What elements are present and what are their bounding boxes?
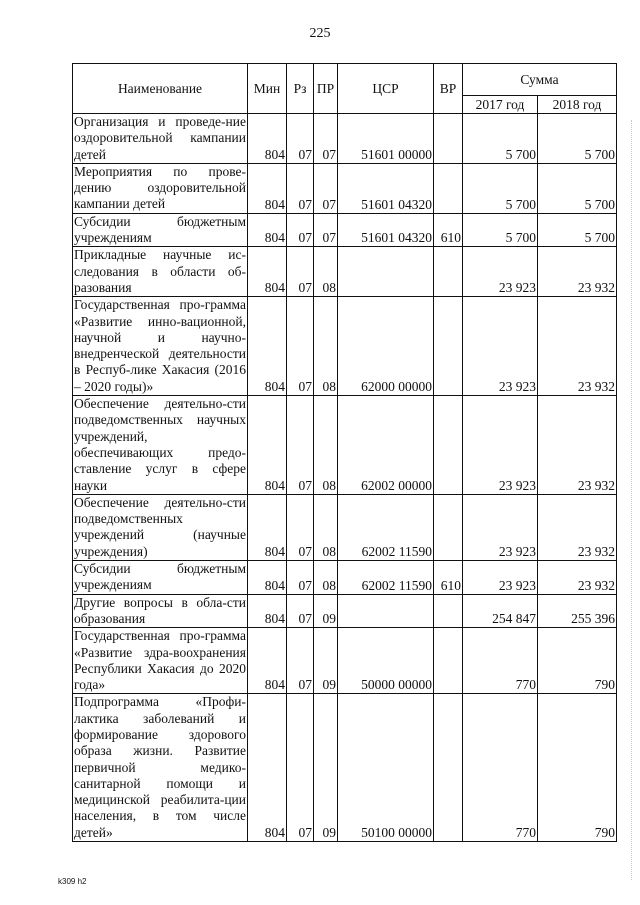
cell-2017: 23 923 — [463, 297, 538, 396]
table-row — [73, 297, 617, 396]
cell-2017: 23 923 — [463, 561, 538, 595]
cell-2018: 255 396 — [538, 594, 617, 628]
document-code: k309 h2 — [58, 877, 87, 886]
cell-vr: 610 — [434, 561, 463, 595]
cell-name: Обеспечение деятельно-сти подведомственных научных учреждений, обеспечивающих предо-ставление услуг в сфере науки — [74, 396, 246, 493]
cell-min: 804 — [248, 163, 287, 213]
cell-csr — [338, 594, 434, 628]
cell-vr — [434, 247, 463, 297]
table-row — [73, 494, 617, 560]
table-row — [73, 694, 617, 842]
cell-2017: 5 700 — [463, 114, 538, 164]
cell-name: Государственная про-грамма «Развитие инно-вационной, научной и научно-внедренческой деятельности в Респуб-лике Хакасия (2016 – 2020 годы)» — [74, 297, 246, 394]
table-row — [73, 213, 617, 247]
cell-rz: 07 — [287, 494, 314, 560]
cell-2018: 5 700 — [538, 213, 617, 247]
cell-pr: 07 — [314, 213, 338, 247]
cell-min: 804 — [248, 213, 287, 247]
table-row — [73, 561, 617, 595]
table-row — [73, 163, 617, 213]
cell-pr: 09 — [314, 694, 338, 842]
cell-pr: 08 — [314, 494, 338, 560]
cell-2018: 5 700 — [538, 163, 617, 213]
table-row — [73, 247, 617, 297]
header-year-2018: 2018 год — [538, 96, 617, 114]
cell-2017: 770 — [463, 694, 538, 842]
cell-vr: 610 — [434, 213, 463, 247]
cell-csr: 62002 00000 — [338, 396, 434, 495]
cell-pr: 08 — [314, 247, 338, 297]
cell-rz: 07 — [287, 396, 314, 495]
page-number: 225 — [309, 26, 331, 41]
cell-2018: 23 932 — [538, 494, 617, 560]
cell-vr — [434, 594, 463, 628]
header-year-2017: 2017 год — [463, 96, 538, 114]
cell-pr: 09 — [314, 594, 338, 628]
cell-min: 804 — [248, 396, 287, 495]
cell-name: Прикладные научные ис-следования в области об-разования — [74, 247, 246, 295]
cell-csr: 51601 00000 — [338, 114, 434, 164]
margin-dotted-line — [630, 120, 632, 880]
cell-2017: 5 700 — [463, 213, 538, 247]
header-sum: Сумма — [463, 64, 617, 96]
header-vr: ВР — [434, 64, 463, 114]
cell-rz: 07 — [287, 213, 314, 247]
cell-vr — [434, 297, 463, 396]
header-rz: Рз — [287, 64, 314, 114]
cell-csr: 62002 11590 — [338, 494, 434, 560]
cell-min: 804 — [248, 561, 287, 595]
cell-2017: 23 923 — [463, 396, 538, 495]
table-body — [73, 114, 617, 842]
cell-rz: 07 — [287, 114, 314, 164]
cell-pr: 09 — [314, 628, 338, 694]
header-min: Мин — [248, 64, 287, 114]
cell-vr — [434, 114, 463, 164]
cell-csr: 62000 00000 — [338, 297, 434, 396]
cell-2017: 5 700 — [463, 163, 538, 213]
cell-2018: 5 700 — [538, 114, 617, 164]
cell-rz: 07 — [287, 561, 314, 595]
cell-min: 804 — [248, 494, 287, 560]
cell-vr — [434, 396, 463, 495]
cell-min: 804 — [248, 114, 287, 164]
cell-vr — [434, 628, 463, 694]
cell-name: Государственная про-грамма «Развитие здра-воохранения Республики Хакасия до 2020 года» — [74, 628, 246, 693]
cell-csr — [338, 247, 434, 297]
cell-name: Субсидии бюджетным учреждениям — [74, 213, 246, 246]
cell-rz: 07 — [287, 694, 314, 842]
cell-2018: 23 932 — [538, 396, 617, 495]
cell-vr — [434, 163, 463, 213]
table-row — [73, 114, 617, 164]
cell-pr: 08 — [314, 561, 338, 595]
cell-vr — [434, 494, 463, 560]
table-row — [73, 396, 617, 495]
cell-pr: 08 — [314, 297, 338, 396]
cell-csr: 51601 04320 — [338, 213, 434, 247]
cell-rz: 07 — [287, 247, 314, 297]
cell-2017: 254 847 — [463, 594, 538, 628]
cell-rz: 07 — [287, 163, 314, 213]
cell-vr — [434, 694, 463, 842]
cell-2018: 790 — [538, 694, 617, 842]
cell-csr: 51601 04320 — [338, 163, 434, 213]
cell-rz: 07 — [287, 297, 314, 396]
cell-rz: 07 — [287, 628, 314, 694]
cell-pr: 07 — [314, 163, 338, 213]
cell-csr: 50000 00000 — [338, 628, 434, 694]
table-row — [73, 628, 617, 694]
cell-min: 804 — [248, 247, 287, 297]
cell-2018: 23 932 — [538, 247, 617, 297]
cell-name: Организация и проведе-ние оздоровительной кампании детей — [74, 114, 246, 162]
cell-name: Субсидии бюджетным учреждениям — [74, 561, 246, 593]
cell-name: Мероприятия по прове-дению оздоровительной кампании детей — [74, 163, 246, 212]
cell-2018: 790 — [538, 628, 617, 694]
header-pr: ПР — [314, 64, 338, 114]
cell-min: 804 — [248, 594, 287, 628]
cell-csr: 50100 00000 — [338, 694, 434, 842]
cell-name: Обеспечение деятельно-сти подведомственных учреждений (научные учреждения) — [74, 494, 246, 559]
budget-table — [72, 63, 617, 842]
cell-2018: 23 932 — [538, 561, 617, 595]
cell-2017: 23 923 — [463, 247, 538, 297]
cell-csr: 62002 11590 — [338, 561, 434, 595]
table-row — [73, 594, 617, 628]
cell-name: Подпрограмма «Профи-лактика заболеваний и формирование здорового образа жизни. Развитие первичной медико-санитарной помощи и медицинской реабилита-ции населения, в том числе детей» — [74, 694, 246, 840]
cell-2017: 23 923 — [463, 494, 538, 560]
cell-min: 804 — [248, 628, 287, 694]
cell-min: 804 — [248, 694, 287, 842]
cell-min: 804 — [248, 297, 287, 396]
header-name: Наименование — [73, 64, 248, 114]
header-csr: ЦСР — [338, 64, 434, 114]
cell-pr: 07 — [314, 114, 338, 164]
cell-name: Другие вопросы в обла-сти образования — [74, 594, 246, 626]
cell-pr: 08 — [314, 396, 338, 495]
cell-rz: 07 — [287, 594, 314, 628]
cell-2018: 23 932 — [538, 297, 617, 396]
cell-2017: 770 — [463, 628, 538, 694]
